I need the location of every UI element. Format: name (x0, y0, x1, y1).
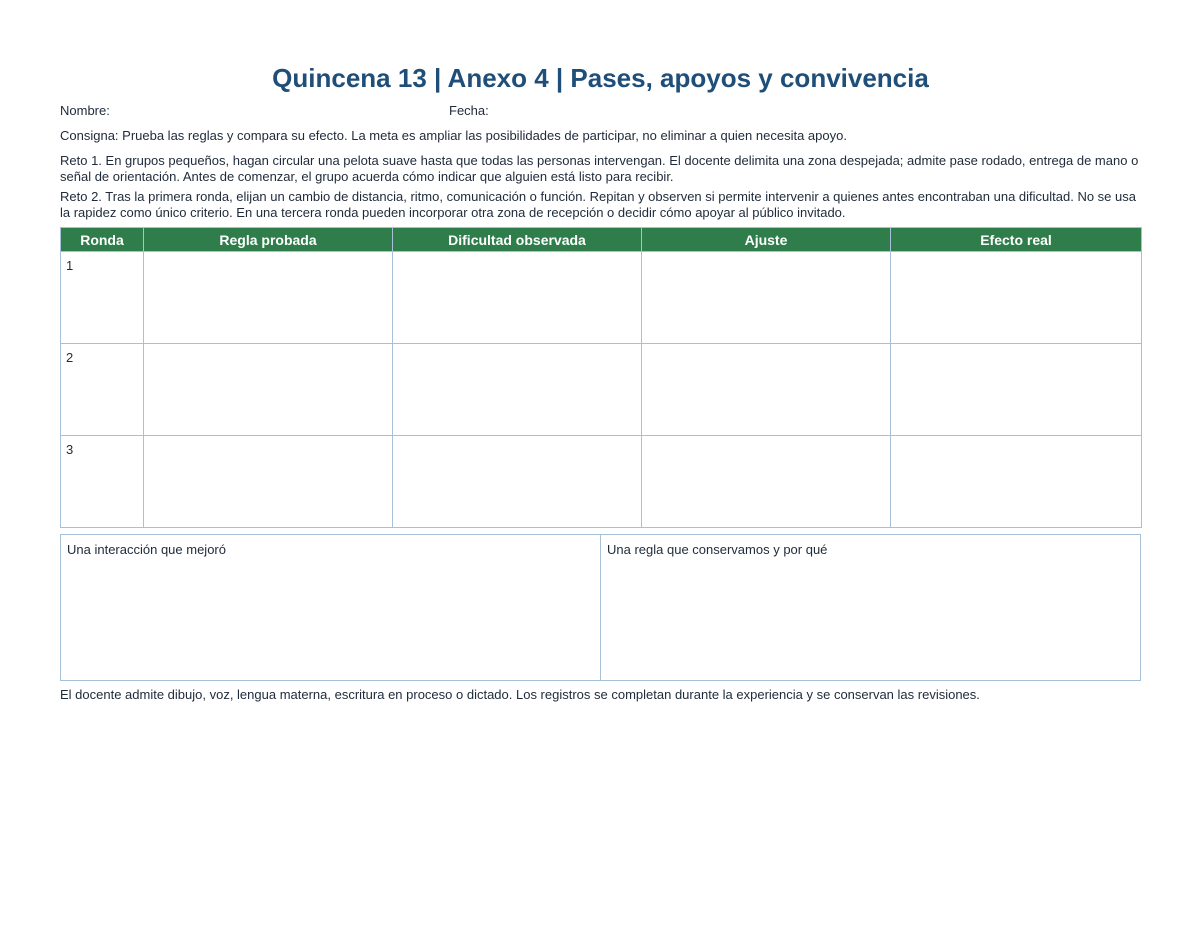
efecto-cell[interactable] (891, 252, 1142, 344)
header-dificultad-observada: Dificultad observada (393, 228, 642, 252)
dificultad-cell[interactable] (393, 344, 642, 436)
reflection-boxes (60, 534, 1141, 681)
ajuste-cell[interactable] (642, 252, 891, 344)
regla-conservamos-box[interactable] (601, 535, 1140, 680)
rounds-table (60, 227, 1142, 528)
reto1-text: Reto 1. En grupos pequeños, hagan circular una pelota suave hasta que todas las personas intervengan. El docente delimita una zona despejada; admite pase rodado, entrega de mano o señal de orientación. Antes de comenzar, el grupo acuerda cómo indicar que alguien está listo para recibir. (60, 153, 1139, 184)
interaccion-mejoro-box[interactable] (61, 535, 601, 680)
worksheet-page (60, 0, 1141, 703)
regla-cell[interactable] (144, 436, 393, 528)
table-row (61, 344, 1142, 436)
reto2-text: Reto 2. Tras la primera ronda, elijan un cambio de distancia, ritmo, comunicación o función. Repitan y observen si permite intervenir a quienes antes encontraban una dificultad. No se usa la rapidez como único criterio. En una tercera ronda pueden incorporar otra zona de recepción o decidir cómo apoyar al público invitado. (60, 189, 1136, 220)
interaccion-mejoro-label: Una interacción que mejoró (67, 542, 226, 557)
footer-note: El docente admite dibujo, voz, lengua materna, escritura en proceso o dictado. Los registros se completan durante la experiencia y se conservan las revisiones. (60, 687, 980, 702)
regla-cell[interactable] (144, 344, 393, 436)
ronda-cell: 2 (61, 344, 144, 436)
regla-conservamos-label: Una regla que conservamos y por qué (607, 542, 828, 557)
ajuste-cell[interactable] (642, 436, 891, 528)
header-efecto-real: Efecto real (891, 228, 1142, 252)
dificultad-cell[interactable] (393, 436, 642, 528)
page-title: Quincena 13 | Anexo 4 | Pases, apoyos y convivencia (272, 63, 929, 93)
ajuste-cell[interactable] (642, 344, 891, 436)
nombre-label: Nombre: (60, 103, 110, 118)
dificultad-cell[interactable] (393, 252, 642, 344)
table-row (61, 436, 1142, 528)
table-row (61, 252, 1142, 344)
name-date-row (60, 102, 1141, 120)
header-ronda: Ronda (61, 228, 144, 252)
fecha-label: Fecha: (449, 103, 489, 118)
ronda-cell: 3 (61, 436, 144, 528)
regla-cell[interactable] (144, 252, 393, 344)
header-ajuste: Ajuste (642, 228, 891, 252)
efecto-cell[interactable] (891, 436, 1142, 528)
header-regla-probada: Regla probada (144, 228, 393, 252)
ronda-cell: 1 (61, 252, 144, 344)
consigna-text: Consigna: Prueba las reglas y compara su efecto. La meta es ampliar las posibilidades de participar, no eliminar a quien necesita apoyo. (60, 128, 847, 143)
table-header-row (61, 228, 1142, 252)
efecto-cell[interactable] (891, 344, 1142, 436)
